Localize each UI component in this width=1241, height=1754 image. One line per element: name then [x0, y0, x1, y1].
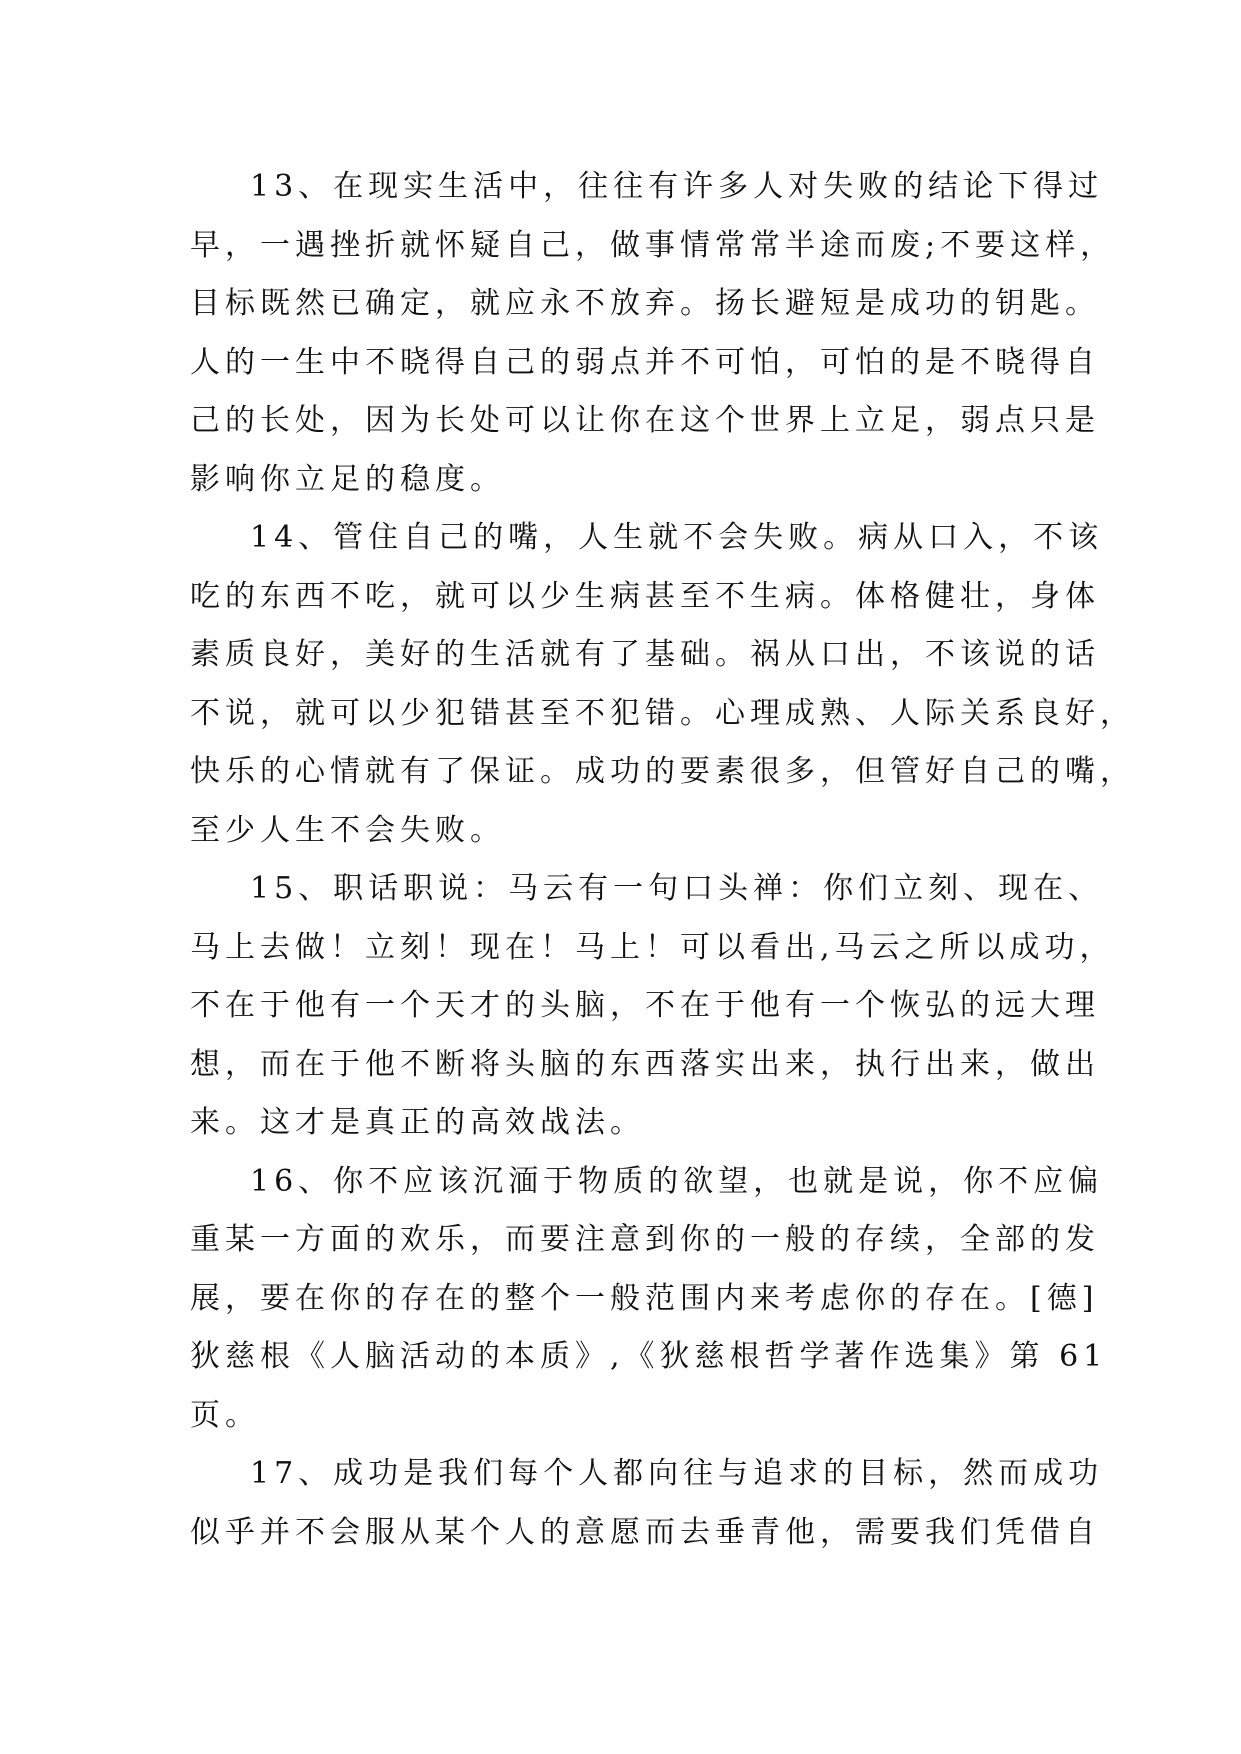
paragraph-line: 14、管住自己的嘴，人生就不会失败。病从口入，不该: [250, 520, 1104, 555]
paragraph-line: 不在于他有一个天才的头脑，不在于他有一个恢弘的远大理: [190, 988, 1100, 1023]
paragraph-line: 狄慈根《人脑活动的本质》,《狄慈根哲学著作选集》第 61: [190, 1339, 1108, 1374]
paragraph-line: 重某一方面的欢乐，而要注意到你的一般的存续，全部的发: [190, 1222, 1100, 1257]
paragraph-line: 想，而在于他不断将头脑的东西落实出来，执行出来，做出: [190, 1046, 1100, 1082]
paragraph-line: 展，要在你的存在的整个一般范围内来考虑你的存在。[德]: [190, 1280, 1099, 1316]
paragraph-13: [190, 158, 1116, 509]
paragraph-line: 吃的东西不吃，就可以少生病甚至不生病。体格健壮，身体: [190, 578, 1100, 614]
paragraph-line: 16、你不应该沉湎于物质的欲望，也就是说，你不应偏: [250, 1163, 1104, 1199]
document-body: [190, 158, 1135, 1562]
paragraph-line: 早，一遇挫折就怀疑自己，做事情常常半途而废;不要这样，: [190, 227, 1116, 263]
paragraph-17: [190, 1445, 1104, 1562]
paragraph-line: 影响你立足的稳度。: [190, 461, 505, 497]
paragraph-line: 人的一生中不晓得自己的弱点并不可怕，可怕的是不晓得自: [190, 344, 1100, 380]
paragraph-line: 13、在现实生活中，往往有许多人对失败的结论下得过: [250, 169, 1104, 204]
paragraph-line: 至少人生不会失败。: [190, 812, 505, 848]
paragraph-line: 马上去做！立刻！现在！马上！可以看出,马云之所以成功，: [190, 929, 1115, 965]
paragraph-line: 来。这才是真正的高效战法。: [190, 1105, 645, 1140]
paragraph-line: 目标既然已确定，就应永不放弃。扬长避短是成功的钥匙。: [190, 286, 1100, 321]
paragraph-line: 页。: [190, 1397, 260, 1433]
paragraph-line: 己的长处，因为长处可以让你在这个世界上立足，弱点只是: [190, 403, 1100, 438]
paragraph-line: 似乎并不会服从某个人的意愿而去垂青他，需要我们凭借自: [190, 1514, 1100, 1550]
paragraph-line: 素质良好，美好的生活就有了基础。祸从口出，不该说的话: [190, 637, 1100, 672]
paragraph-line: 15、职话职说：马云有一句口头禅：你们立刻、现在、: [250, 871, 1104, 906]
paragraph-16: [190, 1153, 1108, 1446]
paragraph-14: [190, 509, 1135, 860]
paragraph-line: 不说，就可以少犯错甚至不犯错。心理成熟、人际关系良好，: [190, 695, 1135, 731]
paragraph-line: 17、成功是我们每个人都向往与追求的目标，然而成功: [250, 1456, 1104, 1491]
paragraph-15: [190, 860, 1115, 1153]
paragraph-line: 快乐的心情就有了保证。成功的要素很多，但管好自己的嘴，: [190, 754, 1135, 789]
